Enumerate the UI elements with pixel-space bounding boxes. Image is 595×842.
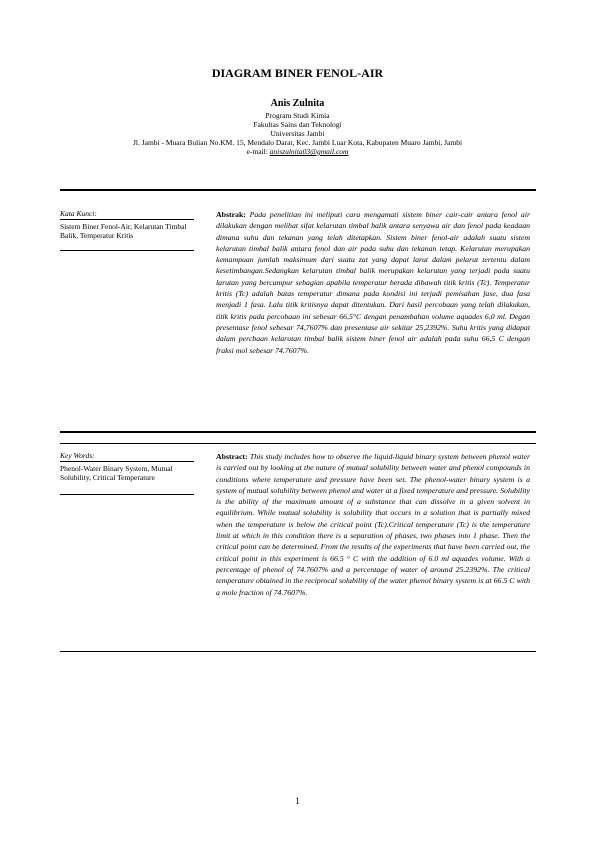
affiliation-faculty: Fakultas Sains dan Teknologi [253, 120, 342, 129]
section-divider-middle [60, 431, 536, 433]
section-divider-top [60, 189, 536, 191]
english-keywords-heading: Key Words: [60, 451, 194, 462]
affiliation-email-line [0, 147, 595, 156]
affiliation-address: Jl. Jambi - Muara Bulian No.KM. 15, Mendalo Darat, Kec. Jambi Luar Kota, Kabupaten Muaro Jambi, Jambi [132, 138, 463, 147]
english-abstract-text: This study includes how to observe the liquid-liquid binary system between phenol water is carried out by looking at the nature of mutual solubility between water and phenol compounds in conditions where temperature and pressure have been set. The phenol-water binary system is a system of mutual solubility between phenol and water at a fixed temperature and pressure. Solubility is the ability of the maximum amount of a substance that can dissolve in a given solvent in equilibrium. While mutual solubility is solubility that occurs in a solution that is partially mixed when the temperature is below the critical point (Tc).Critical temperature (Tc) is the temperature limit at which in this condition there is a separation of phases, two phases into 1 phase. Then the critical point can be determined. From the results of the experiments that have been carried out, the critical point in this experiment is 66.5 ° C with the addition of 6.0 ml aquades volume. With a percentage of phenol of 74.7607% and a percentage of water of around 25.2392%. The critical temperature obtained in the reciprocal solubility of the water phenol binary system is at 66.5 C with a mole fraction of 74.7607%. [216, 452, 530, 597]
email-label: e-mail: [246, 147, 270, 156]
english-keywords-text: Phenol-Water Binary System, Mutual Solubility, Critical Temperature [60, 464, 173, 482]
email-link[interactable]: aniszulnita03@gmail.com [269, 147, 349, 156]
indonesian-keywords-text: Sistem Biner Fenol-Air, Kelarutan Timbal Balik, Temperatur Kritis [60, 222, 187, 240]
english-abstract-label: Abstract: [216, 452, 248, 461]
affiliation-university: Universitas Jambi [270, 129, 325, 138]
indonesian-keywords-heading: Kata Kunci: [60, 209, 194, 220]
english-keywords-bottom-rule [60, 494, 194, 495]
affiliation-program: Program Studi Kimia [265, 111, 330, 120]
english-abstract [216, 451, 530, 598]
section-divider-bottom [60, 651, 536, 652]
indonesian-keywords-box [60, 209, 194, 240]
indonesian-abstract [216, 209, 530, 356]
indonesian-abstract-label: Abstrak: [216, 210, 246, 219]
english-keywords-box [60, 451, 194, 482]
paper-title: DIAGRAM BINER FENOL-AIR [211, 66, 384, 80]
author-name: Anis Zulnita [270, 98, 325, 109]
indonesian-keywords-bottom-rule [60, 250, 194, 251]
indonesian-abstract-text: Pada penelitian ini meliputi cara mengamati sistem biner cair-cair antara fenol air dilakukan dengan melihat sifat kelarutan timbal balik antara senyawa air dan fenol pada keadaan dimana suhu dan tekanan yang telah ditetapkan. Sistem biner fenol-air adalah suatu sistem kelarutan timbal balik antara fenol dan air pada suhu dan tekanan tetap. Kelarutan merupakan kemampuan jumlah maksimum dari suatu zat yang dapat larut dalam pelarut tertentu dalam kesetimbangan.Sedangkan kelarutan timbal balik merupakan kelarutan yang terjadi pada suatu larutan yang bercampur sebagian apabila temperatur berada dibawah titik kritis (Tc). Temperatur kritis (Tc) adalah batas temperatur dimana pada kondisi ini terjadi pemisahan fase, dua fasa menjadi 1 fasa. Lalu titik kritisnya dapat ditentukan. Dari hasil percobaan yang telah dilakukan, titik kritis pada percobaan ini sebesar 66,5°C dengan penambahan volume aquades 6,0 ml. Degan presentase fenol sebesar 74,7607% dan presentase air sekitar 25,2392%. Suhu kritis yang didapat dalam percbaan kelarutan timbal balik sistem biner fenol air adalah pada suhu 66,5 C dengan fraksi mol sebesar 74.7607%. [216, 210, 531, 355]
page-number: 1 [295, 796, 300, 806]
indonesian-section-bottom-rule [60, 443, 536, 444]
